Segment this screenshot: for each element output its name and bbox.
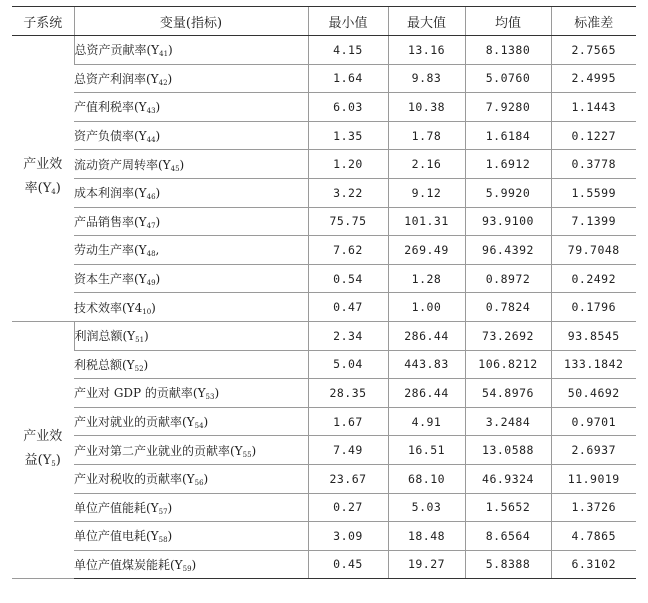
min-cell: 1.20 <box>308 150 388 179</box>
min-cell: 4.15 <box>308 36 388 65</box>
table-row <box>12 493 636 522</box>
indicator-label: 资本生产率(Y <box>74 272 147 287</box>
indicator-label: 技术效率(Y4 <box>74 300 143 315</box>
indicator-subscript: 45 <box>170 164 180 173</box>
indicator-subscript: 47 <box>146 221 156 230</box>
mean-cell: 1.5652 <box>465 493 551 522</box>
indicator-tail: ) <box>144 329 149 344</box>
indicator-cell <box>74 207 308 236</box>
max-cell: 19.27 <box>388 550 465 579</box>
indicator-cell <box>74 64 308 93</box>
min-cell: 1.35 <box>308 121 388 150</box>
mean-cell: 5.9920 <box>465 178 551 207</box>
table-row <box>12 150 636 179</box>
indicator-cell <box>74 464 308 493</box>
indicator-subscript: 41 <box>159 50 169 59</box>
subsystem-name-line2: 益(Y <box>24 452 52 468</box>
max-cell: 286.44 <box>388 379 465 408</box>
subsystem-name-tail: ) <box>55 180 61 196</box>
mean-cell: 96.4392 <box>465 236 551 265</box>
indicator-label: 总资产利润率(Y <box>74 71 159 86</box>
max-cell: 68.10 <box>388 464 465 493</box>
indicator-subscript: 58 <box>158 536 168 545</box>
min-cell: 1.64 <box>308 64 388 93</box>
mean-cell: 0.7824 <box>465 293 551 322</box>
min-cell: 0.47 <box>308 293 388 322</box>
indicator-subscript: 55 <box>242 450 252 459</box>
indicator-subscript: 52 <box>134 364 144 373</box>
indicator-cell <box>74 293 308 322</box>
subsystem-cell <box>12 321 74 578</box>
max-cell: 13.16 <box>388 36 465 65</box>
min-cell: 7.49 <box>308 436 388 465</box>
header-max: 最大值 <box>388 7 465 36</box>
indicator-label: 利税总额(Y <box>74 357 135 372</box>
header-subsystem: 子系统 <box>12 7 74 36</box>
statistics-table <box>12 6 636 579</box>
indicator-tail: ) <box>179 157 185 172</box>
sd-cell: 0.1227 <box>551 121 636 150</box>
indicator-cell <box>74 350 308 379</box>
header-min: 最小值 <box>308 7 388 36</box>
table-row <box>12 522 636 551</box>
sd-cell: 0.9701 <box>551 407 636 436</box>
indicator-cell <box>74 264 308 293</box>
min-cell: 7.62 <box>308 236 388 265</box>
indicator-tail: ) <box>214 386 220 401</box>
table-row <box>12 236 636 265</box>
table-row <box>12 293 636 322</box>
indicator-tail: ) <box>143 357 149 372</box>
sd-cell: 4.7865 <box>551 522 636 551</box>
indicator-label: 单位产值煤炭能耗(Y <box>74 557 183 572</box>
max-cell: 18.48 <box>388 522 465 551</box>
indicator-subscript: 53 <box>205 393 215 402</box>
indicator-tail: ) <box>151 300 156 315</box>
mean-cell: 106.8212 <box>465 350 551 379</box>
mean-cell: 54.8976 <box>465 379 551 408</box>
table-row <box>12 264 636 293</box>
indicator-subscript: 56 <box>194 479 204 488</box>
indicator-subscript: 10 <box>142 307 152 316</box>
header-row <box>12 7 636 36</box>
indicator-subscript: 51 <box>135 336 145 345</box>
max-cell: 10.38 <box>388 93 465 122</box>
mean-cell: 1.6184 <box>465 121 551 150</box>
subsystem-name-tail: ) <box>55 452 61 468</box>
max-cell: 9.12 <box>388 178 465 207</box>
sd-cell: 93.8545 <box>551 321 636 350</box>
sd-cell: 79.7048 <box>551 236 636 265</box>
indicator-label: 劳动生产率(Y <box>74 243 147 258</box>
indicator-cell <box>74 36 308 65</box>
table-row <box>12 379 636 408</box>
indicator-tail: ) <box>155 129 161 144</box>
indicator-subscript: 48 <box>146 250 156 259</box>
indicator-tail: ) <box>155 186 161 201</box>
mean-cell: 46.9324 <box>465 464 551 493</box>
sd-cell: 0.2492 <box>551 264 636 293</box>
sd-cell: 6.3102 <box>551 550 636 579</box>
indicator-cell <box>74 522 308 551</box>
min-cell: 0.45 <box>308 550 388 579</box>
table-row <box>12 436 636 465</box>
max-cell: 5.03 <box>388 493 465 522</box>
mean-cell: 93.9100 <box>465 207 551 236</box>
header-sd: 标准差 <box>551 7 636 36</box>
sd-cell: 2.6937 <box>551 436 636 465</box>
indicator-cell <box>74 236 308 265</box>
indicator-label: 利润总额(Y <box>74 329 136 344</box>
min-cell: 3.09 <box>308 522 388 551</box>
max-cell: 443.83 <box>388 350 465 379</box>
max-cell: 1.00 <box>388 293 465 322</box>
sd-cell: 0.1796 <box>551 293 636 322</box>
indicator-cell <box>74 178 308 207</box>
indicator-subscript: 46 <box>146 193 156 202</box>
indicator-subscript: 44 <box>146 136 156 145</box>
table-row <box>12 464 636 493</box>
sd-cell: 1.5599 <box>551 178 636 207</box>
sd-cell: 1.1443 <box>551 93 636 122</box>
max-cell: 101.31 <box>388 207 465 236</box>
indicator-label: 单位产值电耗(Y <box>74 529 159 544</box>
table-row <box>12 321 636 350</box>
subsystem-cell <box>12 36 74 322</box>
indicator-tail: ) <box>155 272 161 287</box>
min-cell: 2.34 <box>308 321 388 350</box>
indicator-tail: ) <box>167 500 173 515</box>
max-cell: 1.78 <box>388 121 465 150</box>
indicator-label: 产业对就业的贡献率(Y <box>74 415 195 430</box>
table-row <box>12 121 636 150</box>
indicator-tail: ) <box>155 214 161 229</box>
indicator-subscript: 49 <box>146 279 156 288</box>
sd-cell: 0.3778 <box>551 150 636 179</box>
indicator-tail: ) <box>155 100 161 115</box>
sd-cell: 133.1842 <box>551 350 636 379</box>
table-row <box>12 93 636 122</box>
table-row <box>12 64 636 93</box>
mean-cell: 3.2484 <box>465 407 551 436</box>
sd-cell: 2.4995 <box>551 64 636 93</box>
min-cell: 3.22 <box>308 178 388 207</box>
indicator-subscript: 43 <box>146 107 156 116</box>
indicator-tail: , <box>155 243 160 258</box>
indicator-label: 产业对 GDP 的贡献率(Y <box>74 386 206 401</box>
indicator-subscript: 57 <box>158 507 168 516</box>
indicator-tail: ) <box>167 71 173 86</box>
min-cell: 5.04 <box>308 350 388 379</box>
min-cell: 6.03 <box>308 93 388 122</box>
subsystem-name-subscript: 4 <box>51 187 56 196</box>
subsystem-name-line1: 产业效 <box>23 156 63 172</box>
min-cell: 28.35 <box>308 379 388 408</box>
max-cell: 9.83 <box>388 64 465 93</box>
header-variable: 变量(指标) <box>74 7 308 36</box>
max-cell: 16.51 <box>388 436 465 465</box>
table-row <box>12 407 636 436</box>
subsystem-name-line1: 产业效 <box>23 428 63 444</box>
mean-cell: 13.0588 <box>465 436 551 465</box>
indicator-tail: ) <box>191 557 197 572</box>
indicator-cell <box>74 493 308 522</box>
mean-cell: 0.8972 <box>465 264 551 293</box>
max-cell: 2.16 <box>388 150 465 179</box>
indicator-cell <box>74 436 308 465</box>
indicator-cell <box>74 93 308 122</box>
min-cell: 23.67 <box>308 464 388 493</box>
mean-cell: 7.9280 <box>465 93 551 122</box>
indicator-label: 产值利税率(Y <box>74 100 147 115</box>
mean-cell: 73.2692 <box>465 321 551 350</box>
indicator-subscript: 54 <box>194 422 204 431</box>
indicator-label: 产业对税收的贡献率(Y <box>74 472 195 487</box>
sd-cell: 7.1399 <box>551 207 636 236</box>
mean-cell: 8.1380 <box>465 36 551 65</box>
table-row <box>12 550 636 579</box>
table-row <box>12 207 636 236</box>
max-cell: 286.44 <box>388 321 465 350</box>
indicator-cell <box>74 150 308 179</box>
header-mean: 均值 <box>465 7 551 36</box>
indicator-label: 流动资产周转率(Y <box>74 157 171 172</box>
min-cell: 0.54 <box>308 264 388 293</box>
indicator-tail: ) <box>167 529 173 544</box>
mean-cell: 8.6564 <box>465 522 551 551</box>
indicator-label: 总资产贡献率(Y <box>74 43 160 58</box>
max-cell: 4.91 <box>388 407 465 436</box>
indicator-label: 资产负债率(Y <box>74 129 147 144</box>
indicator-label: 成本利润率(Y <box>74 186 147 201</box>
indicator-cell <box>74 550 308 579</box>
indicator-subscript: 59 <box>182 564 192 573</box>
indicator-cell <box>74 407 308 436</box>
min-cell: 75.75 <box>308 207 388 236</box>
indicator-label: 产品销售率(Y <box>74 214 147 229</box>
indicator-tail: ) <box>251 443 257 458</box>
subsystem-name-subscript: 5 <box>51 459 56 468</box>
mean-cell: 5.8388 <box>465 550 551 579</box>
subsystem-name-line2: 率(Y <box>24 180 52 196</box>
sd-cell: 1.3726 <box>551 493 636 522</box>
indicator-label: 产业对第二产业就业的贡献率(Y <box>74 443 243 458</box>
mean-cell: 5.0760 <box>465 64 551 93</box>
indicator-subscript: 42 <box>158 78 168 87</box>
mean-cell: 1.6912 <box>465 150 551 179</box>
indicator-label: 单位产值能耗(Y <box>74 500 159 515</box>
min-cell: 1.67 <box>308 407 388 436</box>
max-cell: 269.49 <box>388 236 465 265</box>
indicator-tail: ) <box>168 43 173 58</box>
indicator-cell <box>74 121 308 150</box>
sd-cell: 2.7565 <box>551 36 636 65</box>
sd-cell: 50.4692 <box>551 379 636 408</box>
table-row <box>12 36 636 65</box>
indicator-cell <box>74 321 308 350</box>
max-cell: 1.28 <box>388 264 465 293</box>
indicator-cell <box>74 379 308 408</box>
min-cell: 0.27 <box>308 493 388 522</box>
table-body <box>12 36 636 579</box>
table-row <box>12 178 636 207</box>
indicator-tail: ) <box>203 415 209 430</box>
table-row <box>12 350 636 379</box>
indicator-tail: ) <box>203 472 209 487</box>
sd-cell: 11.9019 <box>551 464 636 493</box>
